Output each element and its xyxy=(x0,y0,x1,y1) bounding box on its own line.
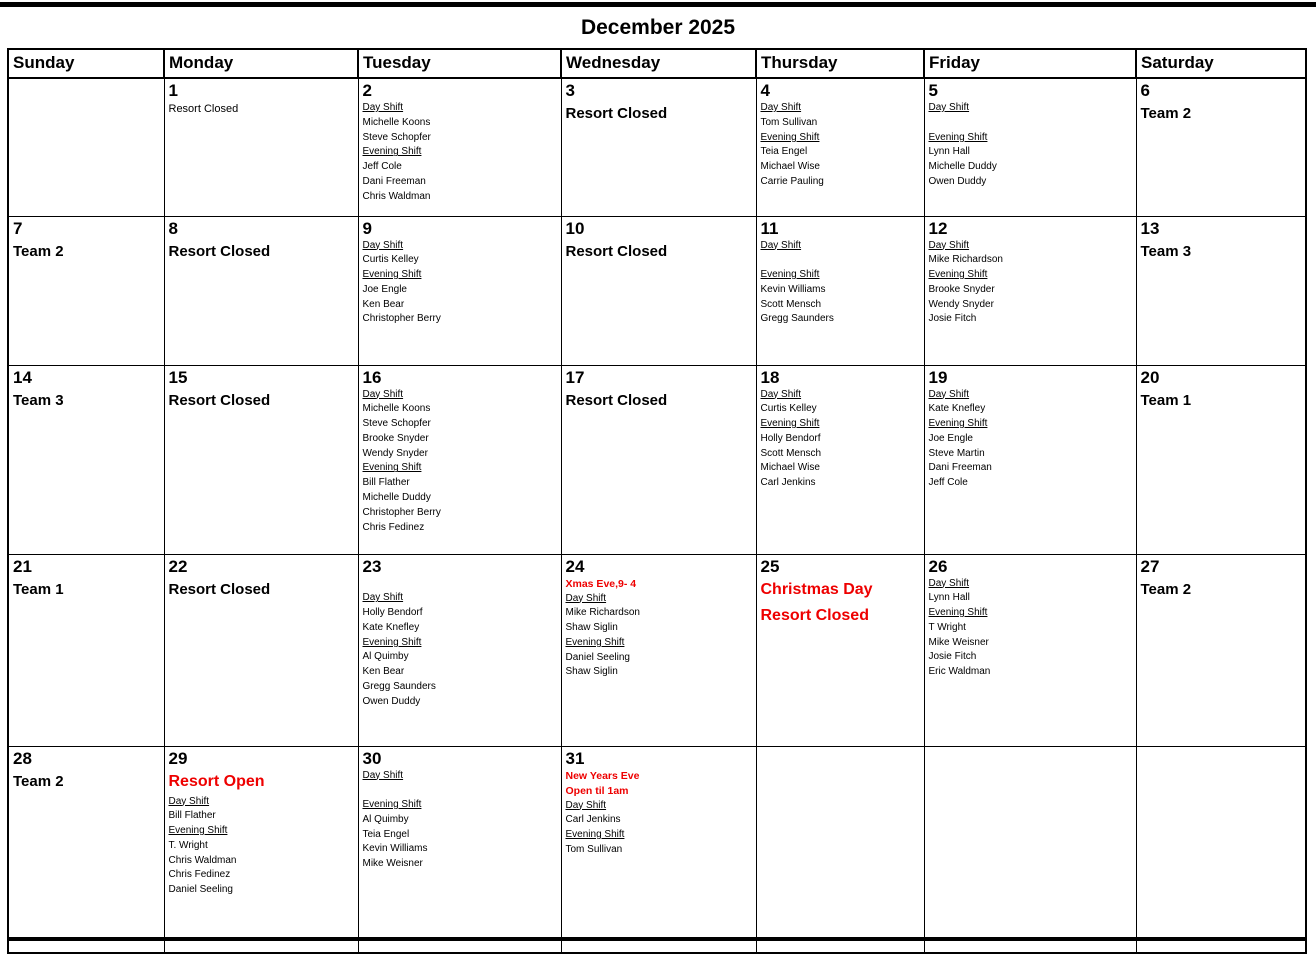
shift-label: Day Shift xyxy=(168,795,210,807)
day-number: 31 xyxy=(565,748,585,768)
day-number: 3 xyxy=(565,81,575,100)
day-number: 9 xyxy=(362,218,372,238)
day-number: 10 xyxy=(565,218,585,238)
staff-name: Steve Schopfer xyxy=(362,131,431,143)
shift-label: Evening Shift xyxy=(362,269,422,281)
week-row-4 xyxy=(8,554,1306,746)
shift-label: Evening Shift xyxy=(760,131,820,143)
calendar-cell[interactable] xyxy=(924,746,1136,939)
staff-name: Dani Freeman xyxy=(362,175,426,187)
calendar-cell[interactable] xyxy=(561,554,756,746)
day-number: 12 xyxy=(928,218,948,238)
shift-label: Day Shift xyxy=(928,577,970,589)
top-border xyxy=(0,2,1316,7)
staff-name: T. Wright xyxy=(168,839,208,851)
staff-name: Carl Jenkins xyxy=(565,814,621,826)
calendar-cell[interactable] xyxy=(164,216,358,365)
staff-name: Jeff Cole xyxy=(362,161,402,173)
week-row-2 xyxy=(8,216,1306,365)
day-header-thursday: Thursday xyxy=(756,49,924,78)
day-number: 27 xyxy=(1140,556,1160,576)
cell-note: Resort Closed xyxy=(565,242,668,260)
calendar-cell[interactable] xyxy=(358,216,561,365)
day-header-wednesday: Wednesday xyxy=(561,49,756,78)
shift-label: Evening Shift xyxy=(928,607,988,619)
staff-name: Teia Engel xyxy=(362,828,410,840)
staff-name: Daniel Seeling xyxy=(565,651,630,663)
staff-name: Teia Engel xyxy=(760,146,808,158)
calendar-cell[interactable] xyxy=(924,365,1136,554)
shift-label: Day Shift xyxy=(362,102,404,113)
staff-name: Chris Waldman xyxy=(362,190,431,202)
cell-note: Team 1 xyxy=(13,580,64,598)
shift-label: Evening Shift xyxy=(362,462,422,474)
calendar-cell[interactable] xyxy=(561,78,756,216)
calendar-cell[interactable] xyxy=(358,554,561,746)
day-number: 25 xyxy=(760,556,780,576)
spacer xyxy=(363,783,559,798)
day-number: 24 xyxy=(565,556,585,576)
staff-name: Holly Bendorf xyxy=(760,432,821,444)
staff-name: Michelle Duddy xyxy=(362,492,431,504)
cell-note: Team 2 xyxy=(13,242,64,260)
day-number: 8 xyxy=(168,218,178,238)
calendar-table xyxy=(7,48,1307,954)
cell-note: Team 2 xyxy=(1140,580,1192,598)
day-number: 7 xyxy=(13,218,23,238)
calendar-cell[interactable] xyxy=(756,554,924,746)
staff-name: Tom Sullivan xyxy=(565,843,623,855)
calendar-cell[interactable] xyxy=(164,554,358,746)
calendar-cell[interactable] xyxy=(358,365,561,554)
day-number: 19 xyxy=(928,367,948,387)
staff-name: Shaw Siglin xyxy=(565,666,618,678)
calendar-cell[interactable] xyxy=(756,746,924,939)
staff-name: Wendy Snyder xyxy=(928,298,994,310)
calendar-cell[interactable] xyxy=(561,216,756,365)
day-number: 5 xyxy=(928,81,938,100)
staff-name: Josie Fitch xyxy=(928,651,977,663)
calendar-cell[interactable] xyxy=(561,746,756,939)
staff-name: Wendy Snyder xyxy=(362,447,428,459)
day-number: 15 xyxy=(168,367,188,387)
staff-name: Michael Wise xyxy=(760,462,820,474)
day-number: 2 xyxy=(362,81,372,100)
staff-name: Daniel Seeling xyxy=(168,884,233,896)
shift-label: Evening Shift xyxy=(362,799,422,811)
calendar-cell[interactable] xyxy=(8,365,164,554)
staff-name: Joe Engle xyxy=(362,283,407,295)
staff-name: Bill Flather xyxy=(362,477,410,489)
shift-label: Day Shift xyxy=(760,388,802,400)
staff-name: Scott Mensch xyxy=(760,298,822,310)
weekday-header-row xyxy=(8,49,1306,78)
staff-name: Gregg Saunders xyxy=(760,313,834,325)
cell-note: Resort Closed xyxy=(168,242,271,260)
week-row-5 xyxy=(8,746,1306,939)
shift-label: Evening Shift xyxy=(760,269,820,281)
staff-name: Shaw Siglin xyxy=(565,622,618,634)
cell-note: Team 3 xyxy=(1140,242,1192,260)
shift-label: Evening Shift xyxy=(565,636,625,648)
calendar-cell[interactable] xyxy=(756,365,924,554)
cell-note: Resort Closed xyxy=(168,580,271,598)
staff-name: Michelle Koons xyxy=(362,116,431,128)
shift-label: Day Shift xyxy=(760,239,802,251)
shift-label: Evening Shift xyxy=(168,825,228,837)
staff-name: Jeff Cole xyxy=(928,477,968,489)
holiday-note: Resort Open xyxy=(168,772,265,790)
calendar-cell[interactable] xyxy=(924,78,1136,216)
staff-name: Al Quimby xyxy=(362,651,409,663)
staff-name: Ken Bear xyxy=(362,666,405,678)
calendar-cell[interactable] xyxy=(1136,365,1306,554)
staff-name: Gregg Saunders xyxy=(362,681,436,693)
shift-label: Day Shift xyxy=(362,388,404,400)
staff-name: Tom Sullivan xyxy=(760,116,818,128)
day-number: 23 xyxy=(362,556,382,576)
staff-name: Steve Schopfer xyxy=(362,418,431,430)
calendar-cell[interactable] xyxy=(756,78,924,216)
cell-note: Resort Closed xyxy=(168,391,271,409)
day-number: 14 xyxy=(13,367,32,387)
staff-name: Josie Fitch xyxy=(928,313,977,325)
staff-name: Mike Richardson xyxy=(565,607,640,619)
staff-name: Michelle Koons xyxy=(362,403,431,415)
shift-label: Evening Shift xyxy=(565,829,625,841)
shift-label: Evening Shift xyxy=(928,131,988,143)
day-number: 13 xyxy=(1140,218,1160,238)
staff-name: Bill Flather xyxy=(168,810,216,822)
cell-note: Team 2 xyxy=(1140,105,1192,122)
staff-name: Steve Martin xyxy=(928,447,985,459)
day-number: 26 xyxy=(928,556,948,576)
calendar-cell[interactable] xyxy=(164,78,358,216)
shift-label: Day Shift xyxy=(362,769,404,781)
staff-name: Christopher Berry xyxy=(362,313,441,325)
calendar-title: December 2025 xyxy=(580,16,736,39)
calendar-cell[interactable] xyxy=(8,216,164,365)
day-number: 11 xyxy=(760,218,779,238)
staff-name: Brooke Snyder xyxy=(362,432,429,444)
spacer xyxy=(929,116,1134,131)
day-number: 21 xyxy=(13,556,32,576)
calendar-cell[interactable] xyxy=(8,746,164,939)
staff-name: Mike Richardson xyxy=(928,254,1003,266)
calendar-cell[interactable] xyxy=(8,554,164,746)
cell-note: Resort Closed xyxy=(565,105,668,122)
staff-name: Scott Mensch xyxy=(760,447,822,459)
calendar-cell[interactable] xyxy=(1136,216,1306,365)
calendar-cell[interactable] xyxy=(1136,746,1306,939)
staff-name: Kevin Williams xyxy=(760,283,826,295)
day-number: 30 xyxy=(362,748,382,768)
staff-name: Michelle Duddy xyxy=(928,161,997,173)
staff-name: Owen Duddy xyxy=(928,175,987,187)
calendar-cell[interactable] xyxy=(164,365,358,554)
cell-note: Resort Closed xyxy=(168,103,239,115)
calendar-cell[interactable] xyxy=(8,78,164,216)
holiday-note: Resort Closed xyxy=(760,606,869,624)
staff-name: Carrie Pauling xyxy=(760,175,824,187)
staff-name: Mike Weisner xyxy=(362,858,423,870)
shift-label: Evening Shift xyxy=(760,418,820,430)
shift-label: Day Shift xyxy=(362,239,404,251)
week-row-3 xyxy=(8,365,1306,554)
staff-name: T Wright xyxy=(928,621,966,633)
holiday-note: Xmas Eve,9- 4 xyxy=(565,577,637,590)
staff-name: Kate Knefley xyxy=(928,403,986,415)
calendar-cell[interactable] xyxy=(756,216,924,365)
shift-label: Day Shift xyxy=(565,799,607,811)
staff-name: Lynn Hall xyxy=(928,146,970,158)
staff-name: Chris Waldman xyxy=(168,854,237,866)
day-number: 1 xyxy=(168,81,178,100)
shift-label: Day Shift xyxy=(928,239,970,251)
cell-note: Team 3 xyxy=(13,391,64,409)
day-number: 6 xyxy=(1140,81,1150,100)
staff-name: Mike Weisner xyxy=(928,636,989,648)
day-number: 16 xyxy=(362,367,382,387)
staff-name: Curtis Kelley xyxy=(362,254,419,266)
calendar-grid xyxy=(8,78,1306,953)
cell-note: Team 1 xyxy=(1140,391,1192,409)
day-header-sunday: Sunday xyxy=(8,49,164,78)
cell-note: Team 2 xyxy=(13,772,64,790)
calendar-cell[interactable] xyxy=(561,365,756,554)
staff-name: Holly Bendorf xyxy=(362,607,423,619)
day-number: 18 xyxy=(760,367,780,387)
day-header-monday: Monday xyxy=(164,49,358,78)
staff-name: Lynn Hall xyxy=(928,592,970,604)
shift-label: Evening Shift xyxy=(362,636,422,648)
calendar-cell[interactable] xyxy=(924,554,1136,746)
staff-name: Al Quimby xyxy=(362,813,409,825)
day-number: 28 xyxy=(13,748,32,768)
staff-name: Joe Engle xyxy=(928,432,973,444)
staff-name: Eric Waldman xyxy=(928,666,991,678)
shift-label: Evening Shift xyxy=(362,146,422,158)
calendar-cell[interactable] xyxy=(1136,554,1306,746)
staff-name: Kevin Williams xyxy=(362,843,428,855)
staff-name: Curtis Kelley xyxy=(760,403,817,415)
holiday-note: New Years Eve xyxy=(565,769,640,782)
day-number: 29 xyxy=(168,748,188,768)
staff-name: Michael Wise xyxy=(760,161,820,173)
shift-label: Evening Shift xyxy=(928,269,988,281)
staff-name: Dani Freeman xyxy=(928,462,992,474)
shift-label: Day Shift xyxy=(928,102,970,113)
day-number: 22 xyxy=(168,556,188,576)
shift-label: Evening Shift xyxy=(928,418,988,430)
shift-label: Day Shift xyxy=(565,592,607,604)
calendar-cell[interactable] xyxy=(924,216,1136,365)
day-header-friday: Friday xyxy=(924,49,1136,78)
calendar-cell[interactable] xyxy=(1136,78,1306,216)
cell-note: Resort Closed xyxy=(565,391,668,409)
staff-name: Carl Jenkins xyxy=(760,477,816,489)
staff-name: Ken Bear xyxy=(362,298,405,310)
staff-name: Owen Duddy xyxy=(362,695,421,707)
holiday-note: Christmas Day xyxy=(760,580,873,598)
staff-name: Chris Fedinez xyxy=(168,869,231,881)
staff-name: Christopher Berry xyxy=(362,506,441,518)
day-number: 17 xyxy=(565,367,585,387)
week-row-1 xyxy=(8,78,1306,216)
shift-label: Day Shift xyxy=(362,592,404,604)
calendar-cell[interactable] xyxy=(358,746,561,939)
staff-name: Chris Fedinez xyxy=(362,521,425,533)
calendar-cell[interactable] xyxy=(164,746,358,939)
day-header-tuesday: Tuesday xyxy=(358,49,561,78)
calendar-cell[interactable] xyxy=(358,78,561,216)
day-number: 4 xyxy=(760,81,770,100)
spacer xyxy=(761,253,922,268)
holiday-note: Open til 1am xyxy=(565,784,629,797)
shift-label: Day Shift xyxy=(760,102,802,113)
staff-name: Brooke Snyder xyxy=(928,283,995,295)
day-number: 20 xyxy=(1140,367,1160,387)
day-header-saturday: Saturday xyxy=(1136,49,1306,78)
spacer xyxy=(363,577,559,592)
staff-name: Kate Knefley xyxy=(362,621,420,633)
shift-label: Day Shift xyxy=(928,388,970,400)
